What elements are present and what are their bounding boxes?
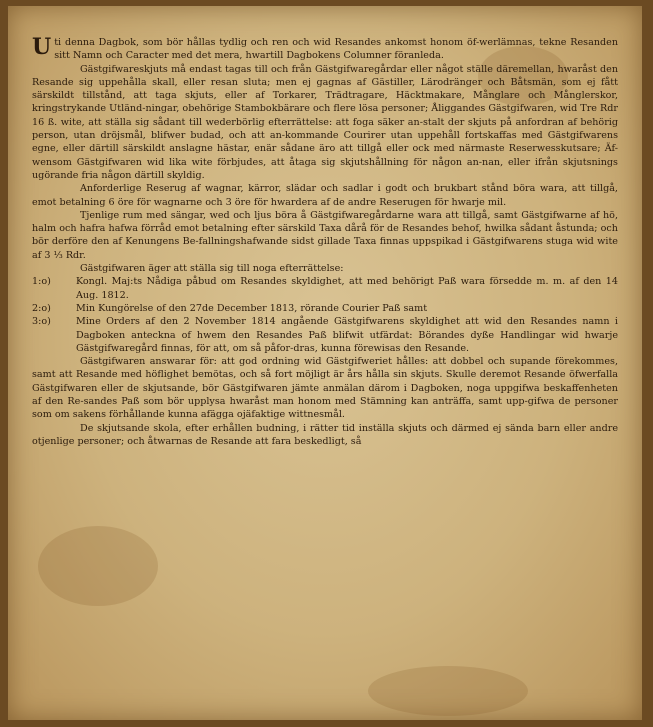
list-intro: Gästgifwaren äger att ställa sig till noga efterrättelse: <box>80 263 344 275</box>
list-item <box>32 315 618 355</box>
list-item-number: 3:o) <box>32 316 51 328</box>
paragraph-skjutsande: De skjutsande skola, efter erhållen budning, i rätter tid inställa skjuts och därmed ej sända barn eller andre otjenlige personer; och åtwarnas de Resande att fara beskedligt, så <box>32 422 618 447</box>
list-item-number: 1:o) <box>32 276 51 288</box>
list-item-number: 2:o) <box>32 302 51 314</box>
paragraph-answar: Gästgifwaren answarar för: att god ordning wid Gästgifweriet hålles: att dobbel och supande förekommes, samt att Resande med höflighet bemötas, och så fort möjligt är års hålla sin skjuts. Skulle deremot Resande öfwerfalla Gästgifwaren eller de skjutsande, bör Gästgifwaren jämte anmälan därom i Dagboken, noga uppgifwa beskaffenheten af den Re-sandes Paß som bör upplysa hwaråst man honom med Stämning kan anträffa, samt upp-gifwa de personer som om sakens förhållande kunna afägga ojäfaktige wittnesmål. <box>32 356 618 421</box>
drop-cap: U <box>32 34 52 60</box>
list-item-text: Mine Orders af den 2 November 1814 angående Gästgifwarens skyldighet att wid den Resandes namn i Dagboken anteckna of hwem den Resandes Paß blifwit utfärdat: Börandes dyße Handlingar wid hwarje Gästgifwaregård finnas, för att, om så påfor-dras, kunna förewisas den Resande. <box>76 316 618 354</box>
document-text <box>32 36 618 448</box>
intro-paragraph <box>32 36 618 63</box>
list-item-text: Min Kungörelse of den 27de December 1813, rörande Courier Paß samt <box>76 302 428 314</box>
paper-stain <box>368 666 528 716</box>
list-item <box>32 275 618 302</box>
paragraph-rum: Tjenlige rum med sängar, wed och ljus böra å Gästgifwaregårdarne wara att tillgå, samt Gästgifwarne af hö, halm och hafra hafwa förråd emot betalning efter särskild Taxa dårå för de Resandes behof, hwilka sådant åstunda; och bör derföre den af Kenungens Be-fallningshafwande sidst gillade Taxa finnas uppspikad i Gästgifwarens stuga wid wite af 3 ⅓ Rdr. <box>32 209 618 261</box>
paragraph-skjuts: Gästgifwareskjuts må endast tagas till och från Gästgifwaregårdar eller något ställe däremellan, hwaråst den Resande sig uppehålla skall, eller resan sluta; men ej gagnas af Gästiller, Lärodränger och Båtsmän, som ej fått särskildt tillstånd, att taga skjuts, eller af Torkarer, Trädtragare, Häcktmakare, Månglare och Månglerskor, kringstrykande Utländ-ningar, obehörige Stambokbärare och flere lösa personer; Åliggandes Gästgifwaren, wid Tre Rdr 16 ß. wite, att ställa sig sådant till wederbörlig efterrättelse: att foga säker an-stalt der skjuts på anfordran af behörig person, utan dröjsmål, blifwer budad, och att an-kommande Courirer utan uppehåll fortskaffas med Gästgifwarens egne, eller därtill särskildt anslagne hästar, enär sådane äro att tillgå eller ock med närmaste Reserwesskutsare; Äf-wensom Gästgifwaren wid lika wite förbjudes, att åtaga sig skjutshållning för någon an-nan, eller ifrån skjutsnings ugörande fria någon därtill skyldig. <box>32 63 618 181</box>
list-item <box>32 302 618 315</box>
document-page <box>8 6 642 720</box>
paragraph-reserug: Anforderlige Reserug af wagnar, kärror, slädar och sadlar i godt och brukbart stånd böra wara, att tillgå, emot betalning 6 öre för wagnarne och 3 öre för hwardera af de andre Reserugen för hwarje mil. <box>32 183 618 208</box>
paper-stain <box>38 526 158 606</box>
intro-text: ti denna Dagbok, som bör hållas tydlig och ren och wid Resandes ankomst honom öf-werlämnas, tekne Resanden sitt Namn och Caracter med det mera, hwartill Dagbokens Columner föranleda. <box>54 37 618 62</box>
list-item-text: Kongl. Maj:ts Nådiga påbud om Resandes skyldighet, att med behörigt Paß wara försedde m. m. af den 14 Aug. 1812. <box>76 276 618 301</box>
